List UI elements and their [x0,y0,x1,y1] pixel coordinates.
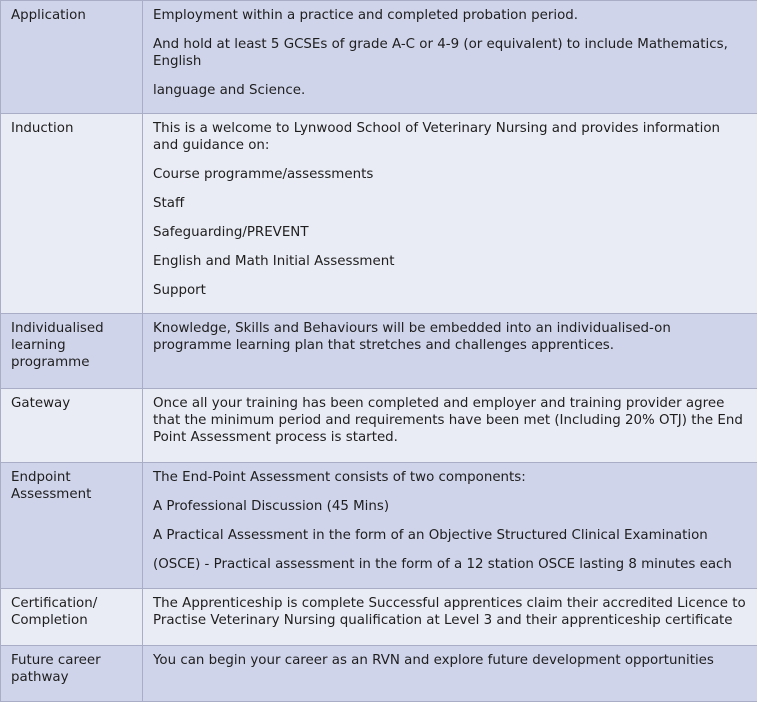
row-content [143,1,757,113]
paragraph: Once all your training has been completed and employer and training provider agree that the minimum period and requirements have been met (Including 20% OTJ) the End Point Assessment process is started. [153,396,743,445]
row-content [143,389,757,462]
paragraph: A Practical Assessment in the form of an Objective Structured Clinical Examination [153,528,708,543]
row-content [143,589,757,645]
paragraph: (OSCE) - Practical assessment in the form of a 12 station OSCE lasting 8 minutes each [153,557,732,572]
paragraph: The End-Point Assessment consists of two components: [153,470,526,485]
paragraph: Support [153,283,206,298]
row-content [143,114,757,313]
paragraph: A Professional Discussion (45 Mins) [153,499,390,514]
paragraph: This is a welcome to Lynwood School of Veterinary Nursing and provides information and guidance on: [153,121,721,153]
paragraph: Staff [153,196,185,211]
row-label: Application [1,1,143,113]
paragraph: You can begin your career as an RVN and explore future development opportunities [153,653,714,668]
paragraph: Course programme/assessments [153,167,374,182]
table-row-endpoint-assessment [1,463,757,589]
row-label: Future career pathway [1,646,143,701]
table-row-application [1,1,757,114]
table-row-future-career [1,646,757,702]
row-label: Individualised learning programme [1,314,143,388]
paragraph: English and Math Initial Assessment [153,254,395,269]
paragraph: Safeguarding/PREVENT [153,225,309,240]
row-label: Certification/ Completion [1,589,143,645]
row-label: Gateway [1,389,143,462]
paragraph: language and Science. [153,83,306,98]
paragraph: And hold at least 5 GCSEs of grade A-C or 4-9 (or equivalent) to include Mathematics, English [153,37,728,69]
table-row-induction [1,114,757,314]
paragraph: Knowledge, Skills and Behaviours will be embedded into an individualised-on programme learning plan that stretches and challenges apprentices. [153,321,671,353]
table-row-certification [1,589,757,646]
table-row-individualised-learning [1,314,757,389]
row-label: Induction [1,114,143,313]
row-content [143,463,757,588]
paragraph: The Apprenticeship is complete Successful apprentices claim their accredited Licence to Practise Veterinary Nursing qualification at Level 3 and their apprenticeship certificate [153,596,746,628]
paragraph: Employment within a practice and completed probation period. [153,8,579,23]
row-label: Endpoint Assessment [1,463,143,588]
row-content [143,314,757,388]
row-content [143,646,757,701]
table-row-gateway [1,389,757,463]
